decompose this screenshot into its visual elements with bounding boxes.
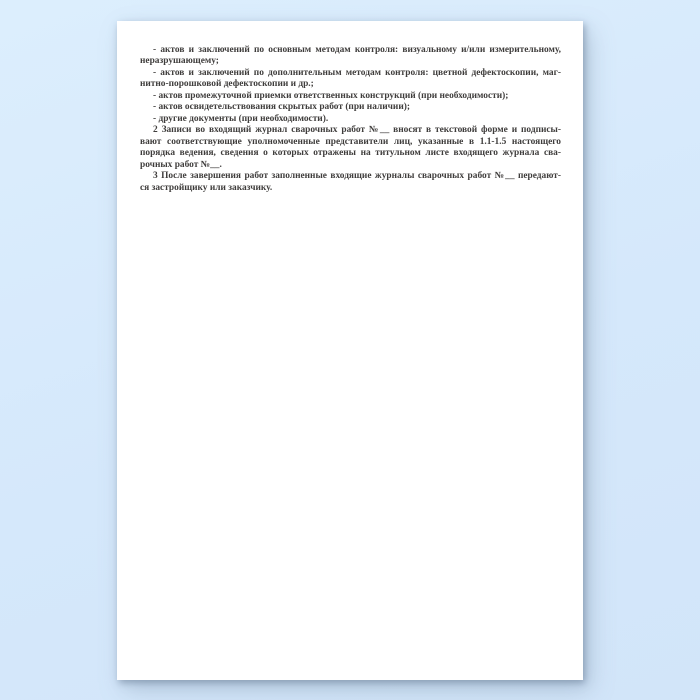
text-line: ся застройщику или заказчику.	[140, 182, 273, 193]
text-line: нитно-порошковой дефектоскопии и др.;	[140, 79, 314, 89]
text-line: - другие документы (при необходимости).	[153, 113, 329, 124]
text-line: - актов промежуточной приемки ответственных конструкций (при необходимости);	[153, 90, 509, 101]
text-line: 2 Записи во входящий журнал сварочных работ №__ вносят в текстовой форме и подписы-	[153, 125, 561, 135]
text-line: - актов освидетельствования скрытых работ (при наличии);	[153, 102, 410, 112]
text-line: - актов и заключений по дополнительным методам контроля: цветной дефектоскопии, маг-	[153, 67, 561, 78]
text-line: - актов и заключений по основным методам контроля: визуальному и/или измерительному,	[153, 44, 561, 55]
text-line: порядка ведения, сведения о которых отражены на титульном листе входящего журнала сва-	[140, 148, 561, 158]
document-page	[117, 21, 583, 680]
text-line: неразрушающему;	[140, 56, 219, 66]
text-line: вают соответствующие уполномоченные представители лиц, указанные в 1.1-1.5 настоящего	[140, 136, 561, 147]
text-line: рочных работ №__.	[140, 159, 222, 170]
text-line: 3 После завершения работ заполненные входящие журналы сварочных работ №__ передают-	[153, 171, 561, 181]
document-text	[140, 45, 561, 195]
